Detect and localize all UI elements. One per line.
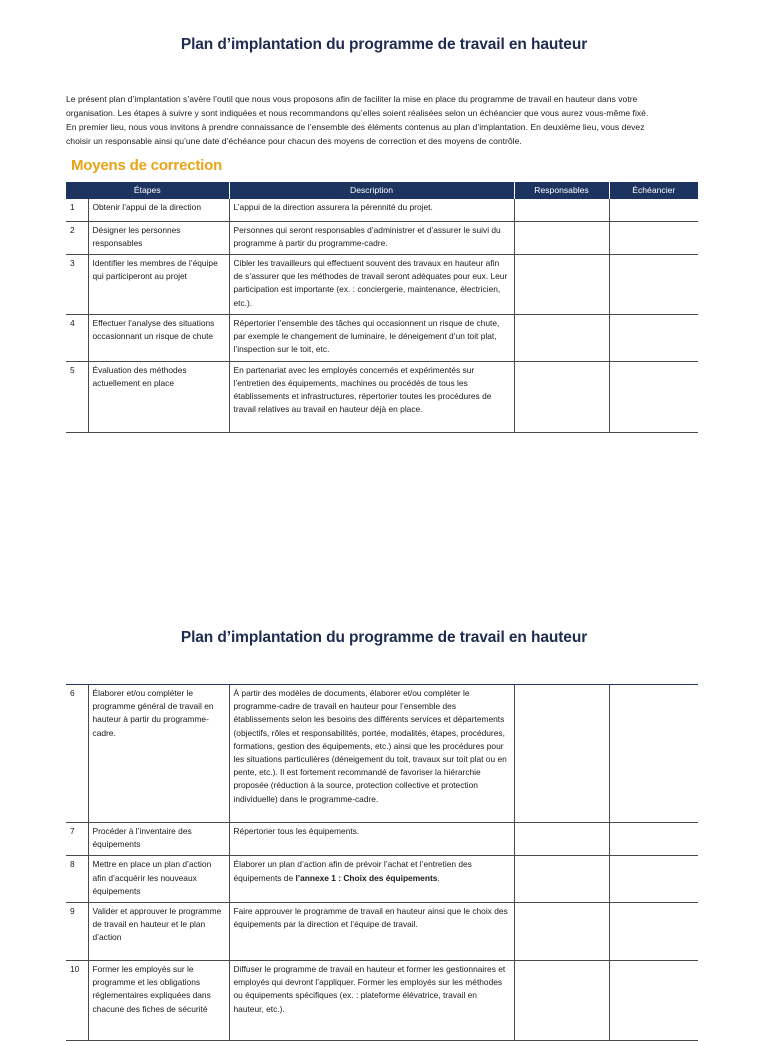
- column-header-echeancier: Échéancier: [609, 182, 698, 199]
- table-row: [66, 856, 698, 903]
- echeancier-cell[interactable]: [609, 823, 698, 856]
- step-label: Obtenir l’appui de la direction: [88, 199, 229, 221]
- step-description: Répertorier l’ensemble des tâches qui occasionnent un risque de chute, par exemple le changement de luminaire, le déneigement d’un toit plat, l’inspection sur le toit, etc.: [229, 314, 514, 361]
- step-description: En partenariat avec les employés concernés et expérimentés sur l’entretien des équipements, machines ou procédés de tous les établissements et infrastructures, répertorier toutes les procédures de travail relatives au travail en hauteur déjà en place.: [229, 361, 514, 432]
- step-number: 5: [66, 361, 88, 432]
- table-header-row: [66, 182, 698, 199]
- responsables-cell[interactable]: [514, 314, 609, 361]
- responsables-cell[interactable]: [514, 254, 609, 314]
- intro-paragraph: [66, 92, 726, 148]
- step-label: Effectuer l’analyse des situations occasionnant un risque de chute: [88, 314, 229, 361]
- step-label: Procéder à l’inventaire des équipements: [88, 823, 229, 856]
- step-description: À partir des modèles de documents, élaborer et/ou compléter le programme-cadre de travail en hauteur pour l’ensemble des établissements selon les besoins des différents services et départements (objectifs, rôles et responsabilités, portée, modalités, étapes, procédures, formations, gestion des équipements, etc.) ainsi que les procédures pour les situations particulières (déneigement du toit, travaux sur toit plat ou en pente, etc.). Il est fortement recommandé de favoriser la hiérarchie proposée (réduction à la source, protection collective et protection individuelle) dans le programme-cadre.: [229, 685, 514, 823]
- intro-line: organisation. Les étapes à suivre y sont indiquées et nous recommandons qu’elles soient réalisées selon un échéancier que vous aurez vous-même fixé.: [66, 108, 649, 118]
- table-row: [66, 361, 698, 432]
- step-label: Former les employés sur le programme et les obligations réglementaires expliquées dans chacune des fiches de sécurité: [88, 961, 229, 1041]
- table-row: [66, 823, 698, 856]
- responsables-cell[interactable]: [514, 685, 609, 823]
- column-header-responsables: Responsables: [514, 182, 609, 199]
- step-label: Mettre en place un plan d’action afin d’acquérir les nouveaux équipements: [88, 856, 229, 903]
- step-label: Évaluation des méthodes actuellement en place: [88, 361, 229, 432]
- step-description: Faire approuver le programme de travail en hauteur ainsi que le choix des équipements par la direction et l’équipe de travail.: [229, 903, 514, 961]
- table-row: [66, 221, 698, 254]
- responsables-cell[interactable]: [514, 823, 609, 856]
- table-row: [66, 961, 698, 1041]
- column-header-steps: Étapes: [66, 182, 229, 199]
- responsables-cell[interactable]: [514, 199, 609, 221]
- step-number: 9: [66, 903, 88, 961]
- step-label: Désigner les personnes responsables: [88, 221, 229, 254]
- step-label: Valider et approuver le programme de travail en hauteur et le plan d’action: [88, 903, 229, 961]
- implementation-table-continued: [66, 684, 698, 1041]
- echeancier-cell[interactable]: [609, 221, 698, 254]
- responsables-cell[interactable]: [514, 856, 609, 903]
- step-number: 2: [66, 221, 88, 254]
- echeancier-cell[interactable]: [609, 361, 698, 432]
- step-description: Cibler les travailleurs qui effectuent souvent des travaux en hauteur afin de s’assurer que les méthodes de travail seront adéquates pour eux. Leur participation est importante (ex. : conciergerie, maintenance, électricien, etc.).: [229, 254, 514, 314]
- echeancier-cell[interactable]: [609, 903, 698, 961]
- echeancier-cell[interactable]: [609, 685, 698, 823]
- table-row: [66, 254, 698, 314]
- column-header-description: Description: [229, 182, 514, 199]
- step-label: Identifier les membres de l’équipe qui participeront au projet: [88, 254, 229, 314]
- page-title: Plan d’implantation du programme de travail en hauteur: [180, 36, 588, 53]
- step-label: Élaborer et/ou compléter le programme général de travail en hauteur à partir du programme-cadre.: [88, 685, 229, 823]
- table-row: [66, 903, 698, 961]
- step-number: 8: [66, 856, 88, 903]
- annex-reference: l’annexe 1 : Choix des équipements: [295, 872, 438, 883]
- step-description: Diffuser le programme de travail en hauteur et former les gestionnaires et employés qui devront l’appliquer. Former les employés sur les méthodes ou équipements spécifiques (ex. : plateforme élévatrice, travail en hauteur, etc.).: [229, 961, 514, 1041]
- step-description: Répertorier tous les équipements.: [229, 823, 514, 856]
- echeancier-cell[interactable]: [609, 961, 698, 1041]
- page-title: Plan d’implantation du programme de travail en hauteur: [180, 629, 588, 646]
- implementation-table: [66, 182, 698, 433]
- step-number: 7: [66, 823, 88, 856]
- echeancier-cell[interactable]: [609, 199, 698, 221]
- responsables-cell[interactable]: [514, 961, 609, 1041]
- step-description: [229, 856, 514, 903]
- echeancier-cell[interactable]: [609, 856, 698, 903]
- step-description: Personnes qui seront responsables d’administrer et d’assurer le suivi du programme à partir du programme-cadre.: [229, 221, 514, 254]
- table-row: [66, 199, 698, 221]
- step-number: 10: [66, 961, 88, 1041]
- table-row: [66, 685, 698, 823]
- description-end: .: [437, 872, 440, 883]
- responsables-cell[interactable]: [514, 361, 609, 432]
- description-text: Élaborer un plan d’action afin de prévoir l’achat et l’entretien des équipements de: [233, 859, 472, 883]
- responsables-cell[interactable]: [514, 903, 609, 961]
- intro-line: choisir un responsable ainsi qu’une date d’échéance pour chacun des moyens de correction et des moyens de contrôle.: [66, 136, 522, 146]
- responsables-cell[interactable]: [514, 221, 609, 254]
- intro-line: En premier lieu, nous vous invitons à prendre connaissance de l’ensemble des éléments contenus au plan d’implantation. En deuxième lieu, vous devez: [66, 122, 645, 132]
- step-number: 3: [66, 254, 88, 314]
- intro-line: Le présent plan d’implantation s’avère l’outil que nous vous proposons afin de faciliter la mise en place du programme de travail en hauteur dans votre: [66, 94, 638, 104]
- step-description: L’appui de la direction assurera la pérennité du projet.: [229, 199, 514, 221]
- table-row: [66, 314, 698, 361]
- step-number: 4: [66, 314, 88, 361]
- step-number: 6: [66, 685, 88, 823]
- echeancier-cell[interactable]: [609, 314, 698, 361]
- echeancier-cell[interactable]: [609, 254, 698, 314]
- step-number: 1: [66, 199, 88, 221]
- section-heading: Moyens de correction: [71, 157, 223, 174]
